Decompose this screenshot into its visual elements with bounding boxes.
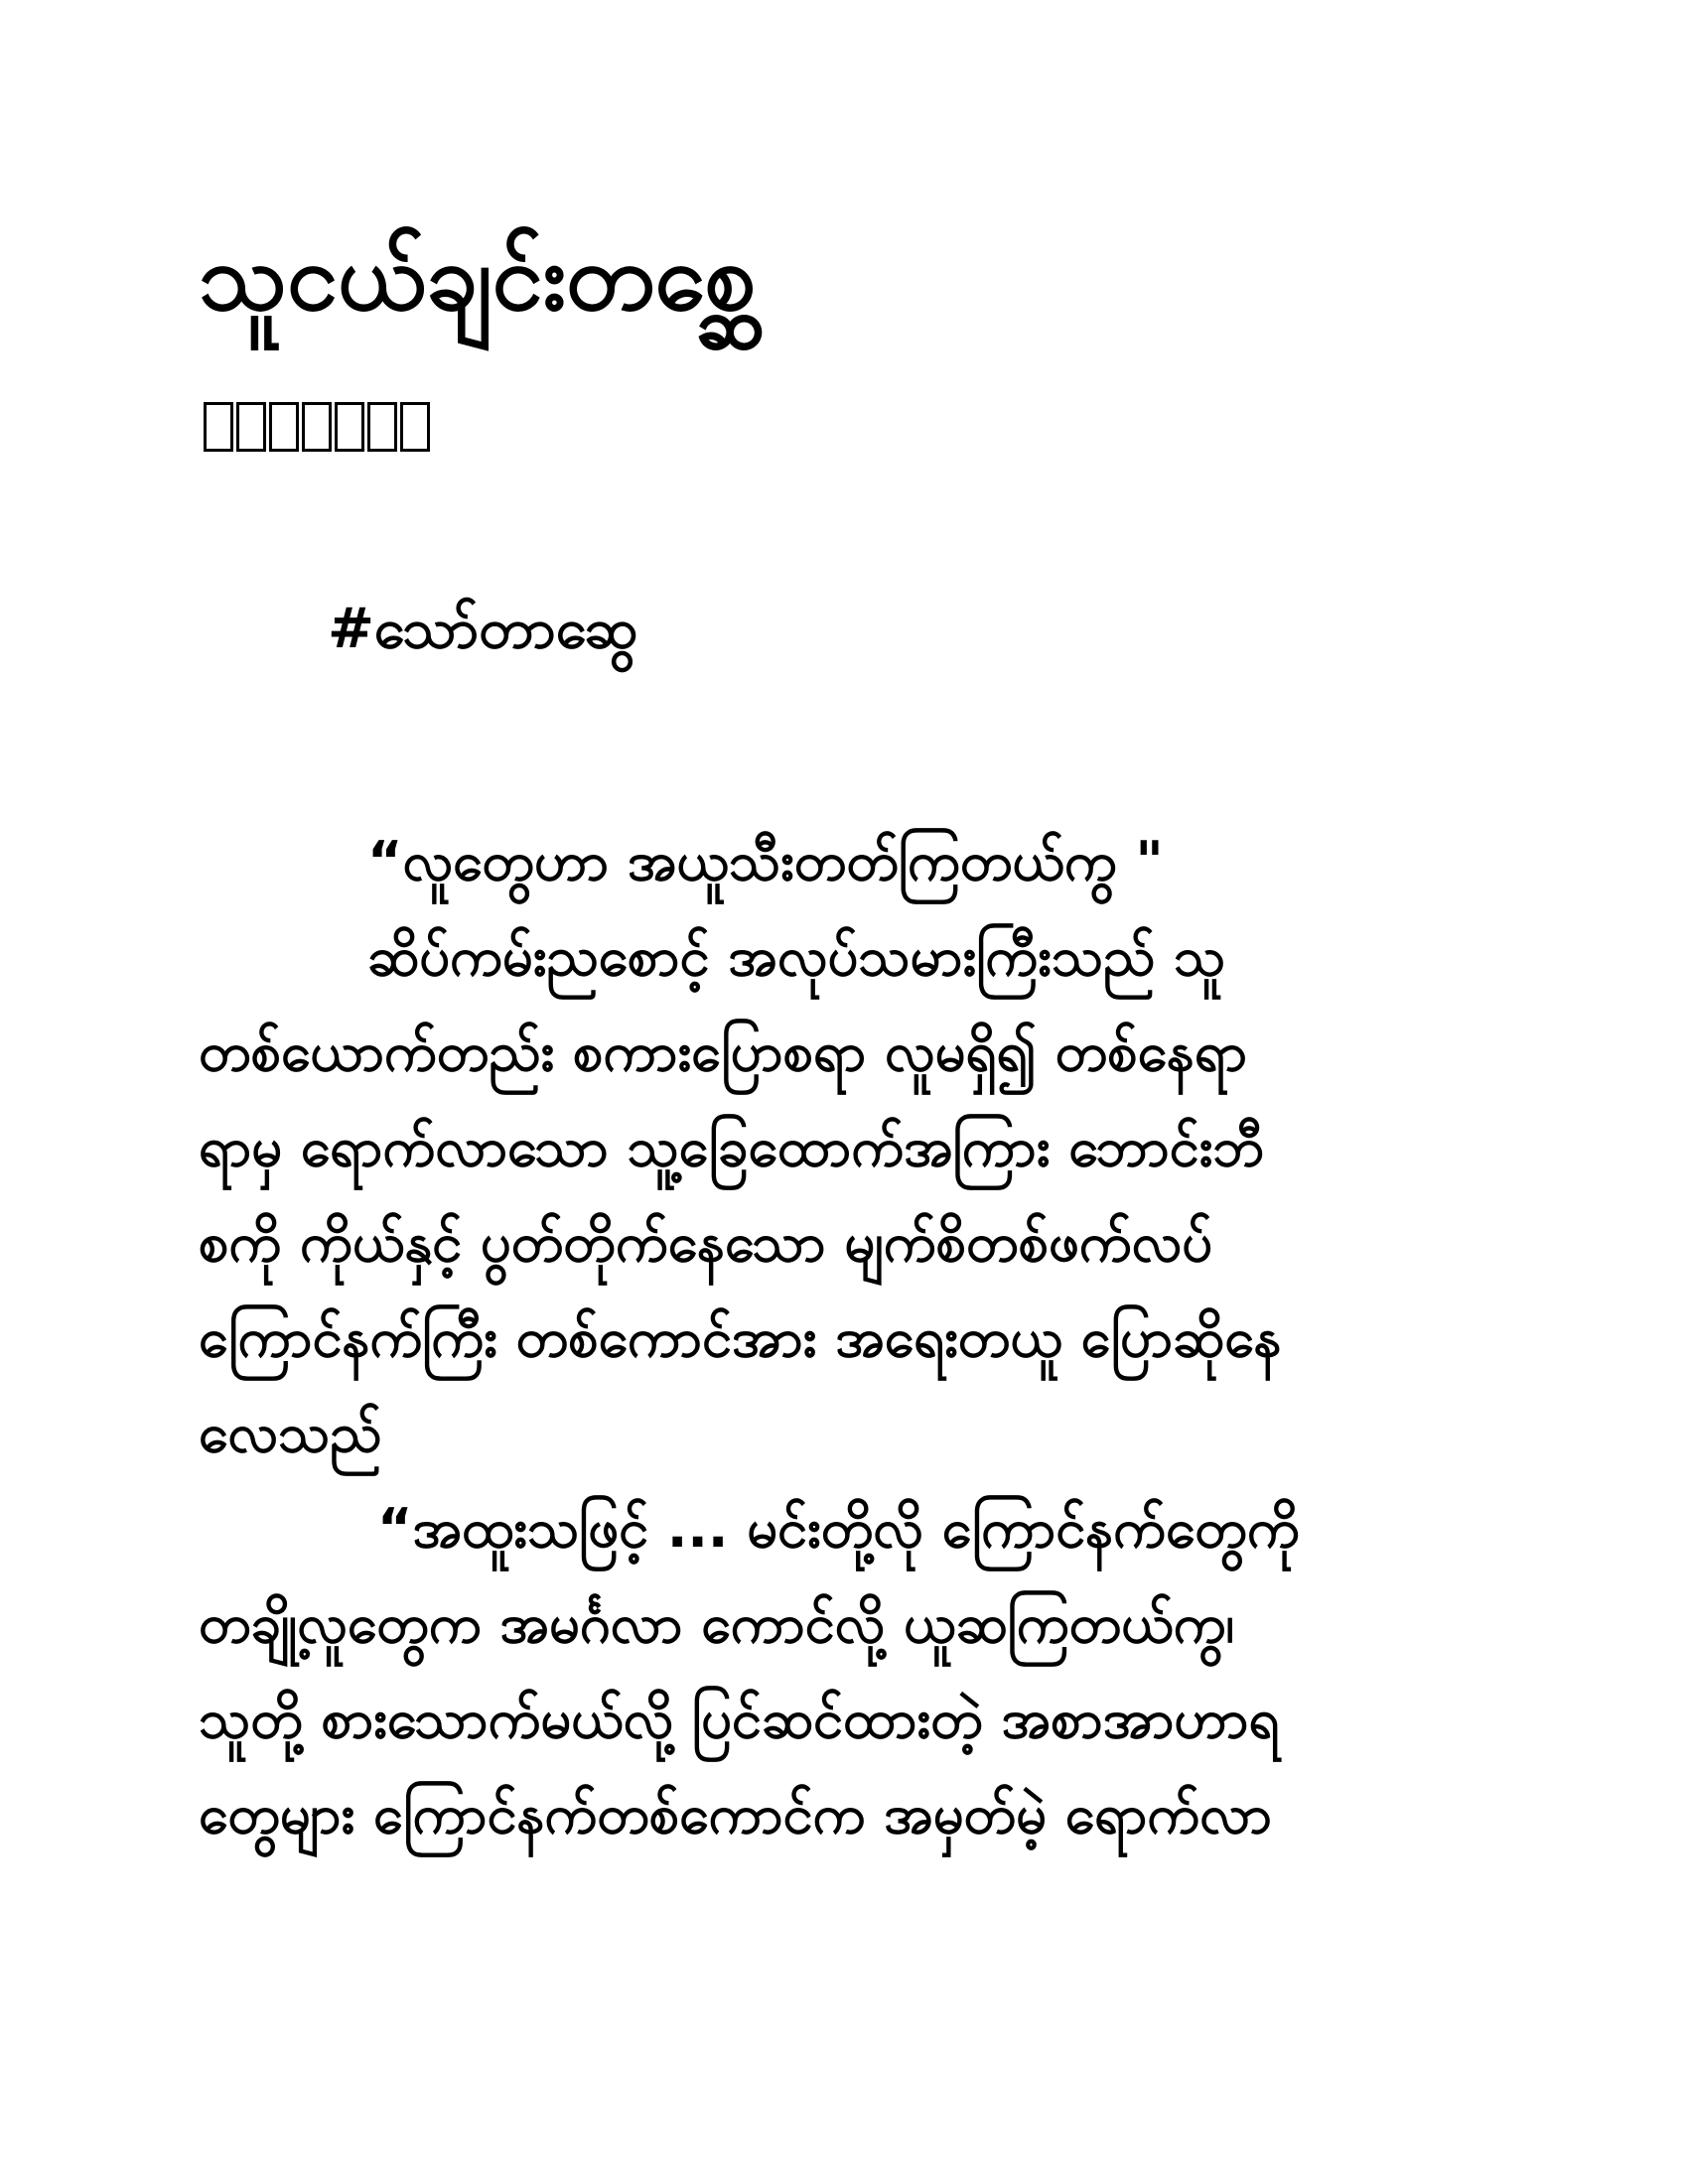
text-line: ကြောင်နက်ကြီး တစ်ကောင်အား အရေးတယူ ပြောဆိုနေ	[199, 1306, 1282, 1369]
text-line: သူတို့ စားသောက်မယ်လို့ ပြင်ဆင်ထားတဲ့ အစာအာဟာရ	[199, 1688, 1280, 1750]
text-line: တချို့လူတွေက အမင်္ဂလာ ကောင်လို့ ယူဆကြတယ်ကွ၊	[199, 1592, 1234, 1655]
text-line: ဆိပ်ကမ်းညစောင့် အလုပ်သမားကြီးသည် သူ	[367, 925, 1226, 988]
missing-glyph-box	[204, 402, 233, 452]
paragraph-2	[199, 909, 1479, 1481]
text-line: တစ်ယောက်တည်း စကားပြောစရာ လူမရှိ၍ တစ်နေရာ	[199, 1021, 1248, 1083]
missing-glyph-box	[367, 402, 397, 452]
body-text	[199, 814, 1479, 1862]
text-line: လေသည်	[199, 1402, 382, 1464]
missing-glyph-box	[400, 402, 430, 452]
author-hashtag: #သော်တာဆွေ	[328, 597, 638, 661]
missing-glyph-box	[269, 402, 299, 452]
paragraph-1	[199, 814, 1479, 909]
missing-glyph-box	[302, 402, 332, 452]
document-title: သူငယ်ချင်းတစ္ဆေ	[199, 224, 757, 331]
text-line: “အထူးသဖြင့် ... မင်းတို့လို ကြောင်နက်တွေကို	[377, 1497, 1300, 1560]
text-line: တွေများ ကြောင်နက်တစ်ကောင်က အမှတ်မဲ့ ရောက်လာ	[199, 1783, 1272, 1845]
subtitle-missing-glyphs	[204, 402, 430, 452]
text-line: “လူတွေဟာ အယူသီးတတ်ကြတယ်ကွ "	[367, 830, 1164, 892]
missing-glyph-box	[236, 402, 266, 452]
paragraph-3	[199, 1481, 1479, 1862]
text-line: ရာမှ ရောက်လာသော သူ့ခြေထောက်အကြား ဘောင်းဘီ	[199, 1116, 1265, 1178]
text-line: စကို ကိုယ်နှင့် ပွတ်တိုက်နေသော မျက်စိတစ်ဖက်လပ်	[199, 1211, 1213, 1274]
missing-glyph-box	[335, 402, 364, 452]
